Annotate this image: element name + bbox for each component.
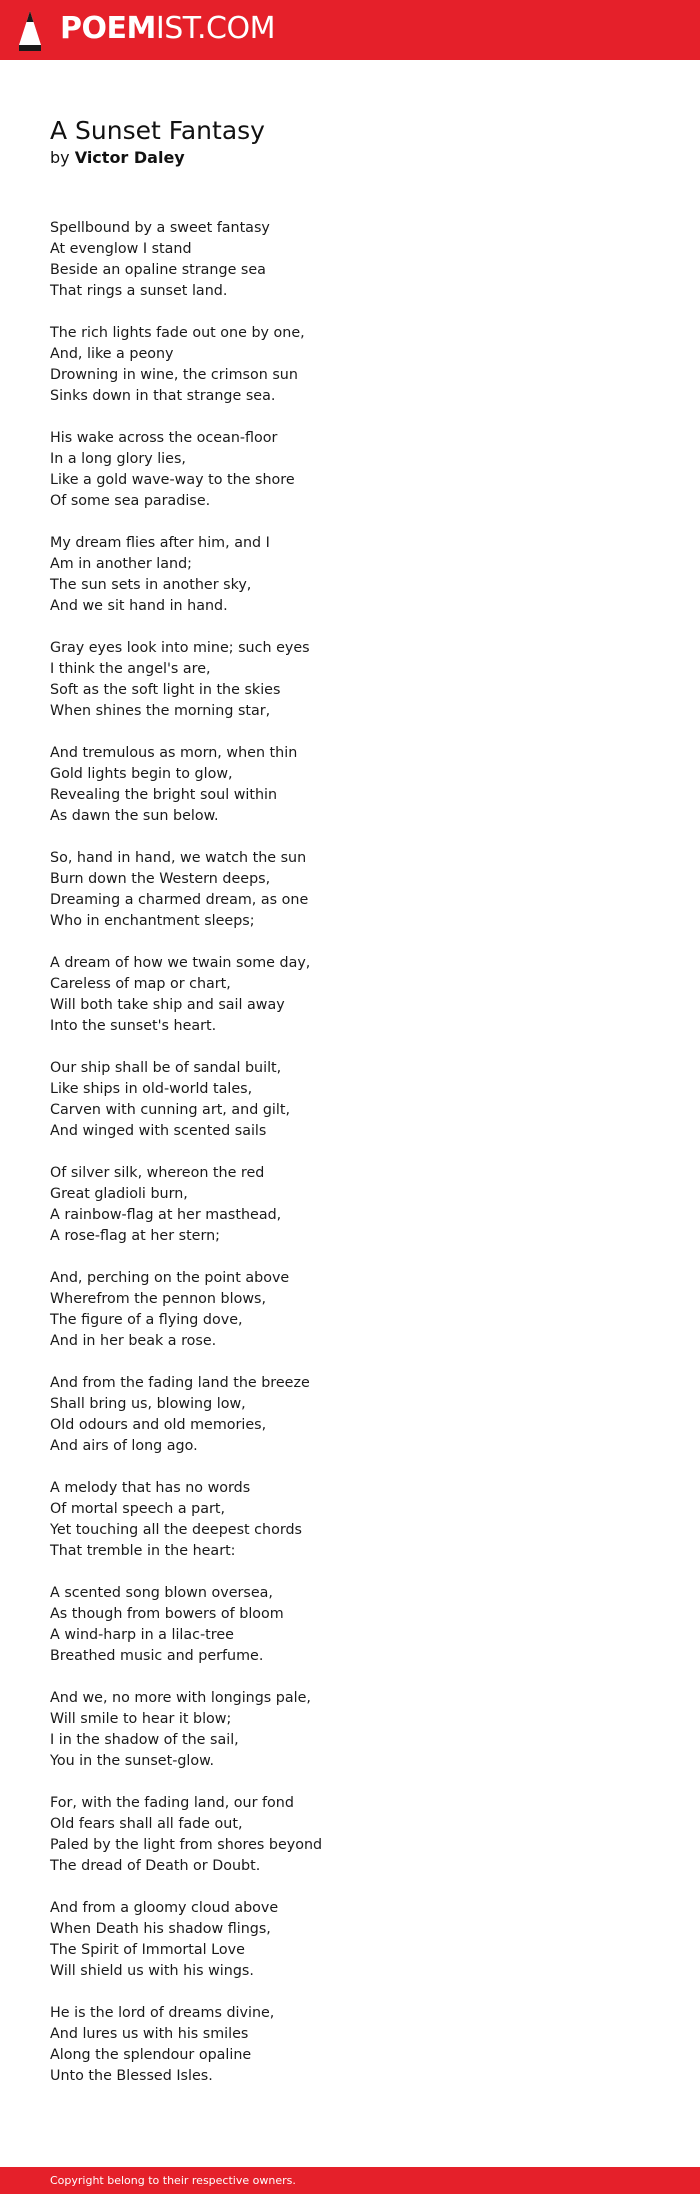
poem-stanza (50, 1583, 650, 1667)
poem-line: Paled by the light from shores beyond (50, 1837, 323, 1853)
poem-line: My dream flies after him, and I (50, 535, 270, 551)
poem-line: Who in enchantment sleeps; (50, 913, 255, 929)
poem-line: At evenglow I stand (50, 241, 192, 257)
poem-line: Of mortal speech a part, (50, 1501, 226, 1517)
poem-line: He is the lord of dreams divine, (50, 2005, 275, 2021)
author-name: Victor Daley (74, 148, 185, 167)
poem-line: Will both take ship and sail away (50, 997, 285, 1013)
poem-stanza (50, 1163, 650, 1247)
poem-line: You in the sunset-glow. (50, 1753, 215, 1769)
poem-stanza (50, 1898, 650, 1982)
poem-stanza (50, 218, 650, 302)
poem-line: The figure of a flying dove, (50, 1312, 243, 1328)
poem-line: Great gladioli burn, (50, 1186, 188, 1202)
poem-line: That tremble in the heart: (50, 1543, 236, 1559)
poem-line: Of some sea paradise. (50, 493, 211, 509)
poem-line: And from a gloomy cloud above (50, 1900, 279, 1916)
logo-text-light: IST.COM (155, 11, 275, 46)
poem-line: Like a gold wave-way to the shore (50, 472, 295, 488)
poem-stanza (50, 2003, 650, 2087)
poem-line: A melody that has no words (50, 1480, 251, 1496)
poem-line: Our ship shall be of sandal built, (50, 1060, 282, 1076)
poem-line: Unto the Blessed Isles. (50, 2068, 213, 2084)
poem-line: And in her beak a rose. (50, 1333, 217, 1349)
poem-line: A dream of how we twain some day, (50, 955, 311, 971)
poem-line: The rich lights fade out one by one, (50, 325, 305, 341)
poem-stanza (50, 533, 650, 617)
poem-line: Shall bring us, blowing low, (50, 1396, 246, 1412)
poem-line: Sinks down in that strange sea. (50, 388, 276, 404)
poem-line: And tremulous as morn, when thin (50, 745, 298, 761)
poem-line: Old odours and old memories, (50, 1417, 267, 1433)
poem-line: Soft as the soft light in the skies (50, 682, 281, 698)
poem-stanza (50, 743, 650, 827)
poem-body (50, 218, 650, 2108)
poem-line: Burn down the Western deeps, (50, 871, 271, 887)
poem-line: Gray eyes look into mine; such eyes (50, 640, 310, 656)
poem-stanza (50, 1268, 650, 1352)
poem-line: And, like a peony (50, 346, 174, 362)
poem-line: Breathed music and perfume. (50, 1648, 264, 1664)
poem-byline (50, 147, 185, 169)
poem-stanza (50, 428, 650, 512)
poem-line: And we, no more with longings pale, (50, 1690, 311, 1706)
poem-line: Carven with cunning art, and gilt, (50, 1102, 291, 1118)
poem-line: And lures us with his smiles (50, 2026, 249, 2042)
poem-line: A wind-harp in a lilac-tree (50, 1627, 234, 1643)
poem-stanza (50, 1373, 650, 1457)
poem-line: Old fears shall all fade out, (50, 1816, 243, 1832)
poem-line: And, perching on the point above (50, 1270, 290, 1286)
poem-line: Beside an opaline strange sea (50, 262, 266, 278)
poem-line: Along the splendour opaline (50, 2047, 252, 2063)
poem-line: Am in another land; (50, 556, 192, 572)
poem-line: For, with the fading land, our fond (50, 1795, 294, 1811)
poem-line: Will shield us with his wings. (50, 1963, 254, 1979)
poem-line: Drowning in wine, the crimson sun (50, 367, 298, 383)
poem-line: Dreaming a charmed dream, as one (50, 892, 309, 908)
poem-line: Of silver silk, whereon the red (50, 1165, 265, 1181)
poem-line: The sun sets in another sky, (50, 577, 252, 593)
site-footer (0, 2167, 700, 2194)
by-label: by (50, 148, 70, 167)
poem-line: That rings a sunset land. (50, 283, 228, 299)
poem-line: Spellbound by a sweet fantasy (50, 220, 270, 236)
poem-line: And airs of long ago. (50, 1438, 198, 1454)
poem-stanza (50, 848, 650, 932)
poem-line: I think the angel's are, (50, 661, 211, 677)
poem-line: As though from bowers of bloom (50, 1606, 284, 1622)
poem-line: As dawn the sun below. (50, 808, 219, 824)
site-header (0, 0, 700, 60)
poem-stanza (50, 1793, 650, 1877)
site-logo[interactable] (60, 11, 275, 47)
poem-line: Into the sunset's heart. (50, 1018, 217, 1034)
poem-line: Yet touching all the deepest chords (50, 1522, 302, 1538)
poem-stanza (50, 323, 650, 407)
poem-line: And from the fading land the breeze (50, 1375, 310, 1391)
poem-line: So, hand in hand, we watch the sun (50, 850, 307, 866)
poem-stanza (50, 1058, 650, 1142)
poem-line: Careless of map or chart, (50, 976, 231, 992)
poem-line: The dread of Death or Doubt. (50, 1858, 261, 1874)
copyright-text: Copyright belong to their respective owners. (50, 2174, 296, 2187)
logo-text-bold: POEM (60, 11, 156, 46)
poem-line: Wherefrom the pennon blows, (50, 1291, 267, 1307)
poem-line: When Death his shadow flings, (50, 1921, 271, 1937)
poem-line: Will smile to hear it blow; (50, 1711, 232, 1727)
pencil-tip-icon[interactable] (17, 9, 43, 51)
poem-stanza (50, 953, 650, 1037)
poem-line: In a long glory lies, (50, 451, 186, 467)
poem-line: I in the shadow of the sail, (50, 1732, 239, 1748)
poem-line: And we sit hand in hand. (50, 598, 228, 614)
poem-line: When shines the morning star, (50, 703, 271, 719)
poem-line: A rainbow-flag at her masthead, (50, 1207, 282, 1223)
poem-line: Revealing the bright soul within (50, 787, 278, 803)
poem-line: The Spirit of Immortal Love (50, 1942, 245, 1958)
poem-line: A scented song blown oversea, (50, 1585, 273, 1601)
poem-line: A rose-flag at her stern; (50, 1228, 220, 1244)
poem-stanza (50, 1478, 650, 1562)
poem-line: Like ships in old-world tales, (50, 1081, 253, 1097)
poem-title: A Sunset Fantasy (50, 116, 265, 145)
poem-stanza (50, 638, 650, 722)
poem-stanza (50, 1688, 650, 1772)
poem-line: His wake across the ocean-floor (50, 430, 278, 446)
poem-line: And winged with scented sails (50, 1123, 267, 1139)
poem-line: Gold lights begin to glow, (50, 766, 233, 782)
